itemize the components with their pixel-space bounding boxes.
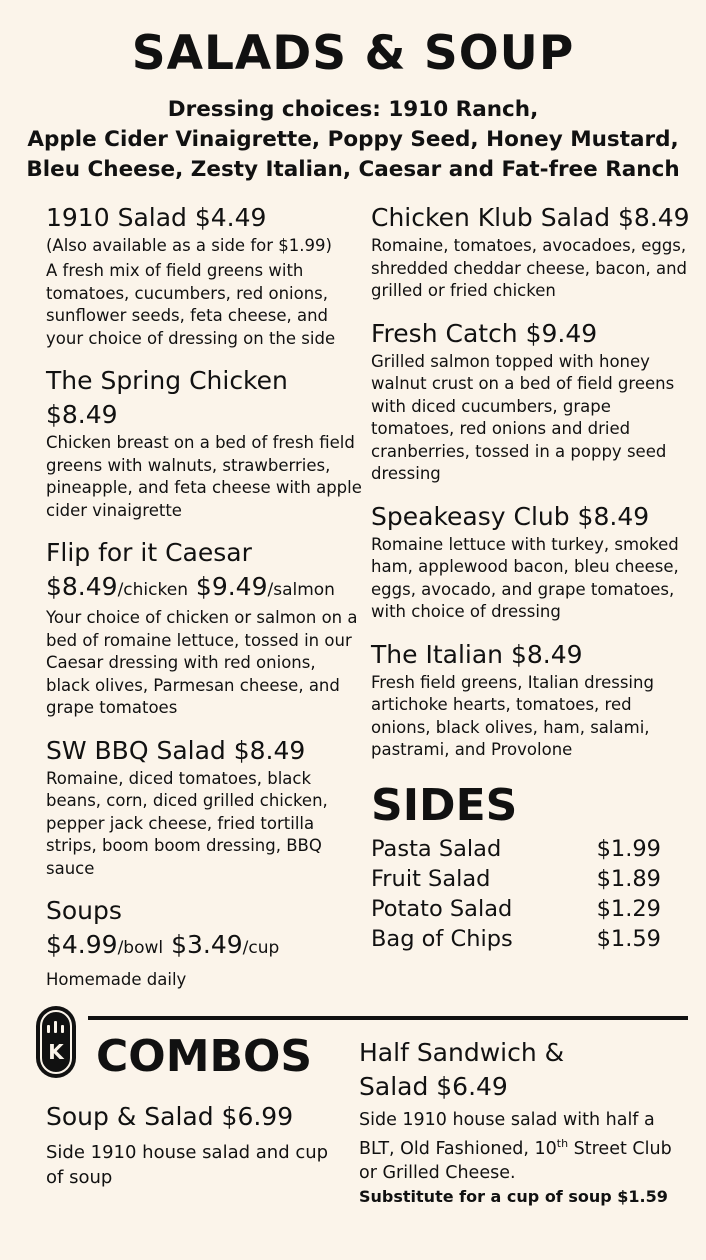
logo-bars-icon (47, 1019, 65, 1033)
side-price: $1.29 (596, 895, 661, 922)
menu-item-fresh-catch (371, 317, 691, 486)
item-note: (Also available as a side for $1.99) (46, 236, 332, 255)
item-prices (46, 928, 364, 965)
item-title: Soups (46, 896, 122, 925)
item-description: Romaine, diced tomatoes, black beans, corn, diced grilled chicken, pepper jack cheese, fried tortilla strips, boom boom dressing, BBQ sauce (46, 768, 328, 878)
section-divider (88, 1016, 688, 1020)
logo-letter: K (48, 1040, 64, 1064)
dressing-line: Bleu Cheese, Zesty Italian, Caesar and Fat-free Ranch (26, 157, 680, 182)
combo-description (359, 1108, 689, 1185)
item-title: SW BBQ Salad $8.49 (46, 735, 306, 765)
item-description: Homemade daily (46, 970, 187, 989)
price: $4.99 (46, 930, 118, 959)
item-title: Chicken Klub Salad $8.49 (371, 203, 690, 232)
menu-item-1910-salad (46, 201, 364, 350)
combo-half-sandwich (359, 1036, 689, 1209)
side-name: Pasta Salad (371, 835, 502, 862)
dressing-line: Apple Cider Vinaigrette, Poppy Seed, Honey Mustard, (27, 127, 679, 152)
menu-item-caesar (46, 536, 364, 720)
side-name: Bag of Chips (371, 925, 513, 952)
side-item (371, 924, 661, 954)
combo-title: Half Sandwich & (359, 1038, 565, 1067)
side-name: Potato Salad (371, 895, 513, 922)
item-title: Flip for it Caesar (46, 538, 252, 567)
price-unit: /salmon (267, 580, 335, 600)
desc-part: Side 1910 house salad with half a BLT, Old Fashioned, 10 (359, 1110, 655, 1159)
price-unit: /cup (242, 938, 280, 958)
item-title: The Spring Chicken $8.49 (46, 366, 288, 429)
side-price: $1.89 (596, 865, 661, 892)
item-description: Your choice of chicken or salmon on a bed of romaine lettuce, tossed in our Caesar dressing with red onions, black olives, Parmesan cheese, and grape tomatoes (46, 608, 358, 717)
item-description: Fresh field greens, Italian dressing artichoke hearts, tomatoes, red onions, black olives, ham, salami, pastrami, and Provolone (371, 672, 654, 759)
side-price: $1.59 (596, 925, 661, 952)
item-description: Grilled salmon topped with honey walnut crust on a bed of field greens with diced cucumbers, grape tomatoes, red onions and dried cranberries, tossed in a poppy seed dressing (371, 351, 675, 483)
item-description: Romaine lettuce with turkey, smoked ham, applewood bacon, bleu cheese, eggs, avocado, and grape tomatoes, with choice of dressing (371, 534, 679, 621)
menu-item-italian (371, 638, 691, 762)
side-price: $1.99 (596, 835, 661, 862)
dressing-line: Dressing choices: 1910 Ranch, (167, 97, 539, 122)
price-unit: /chicken (117, 580, 188, 600)
sides-heading: SIDES (371, 779, 518, 831)
item-prices (46, 570, 364, 607)
price: $9.49 (195, 572, 268, 601)
side-name: Fruit Salad (371, 865, 491, 892)
combos-heading: COMBOS (96, 1031, 313, 1082)
item-title: Fresh Catch $9.49 (371, 318, 598, 348)
item-title: 1910 Salad $4.49 (46, 203, 267, 232)
price-unit: /bowl (117, 938, 164, 958)
right-column (371, 201, 691, 954)
side-item (371, 864, 661, 894)
menu-item-sw-bbq (46, 734, 364, 881)
page-title: SALADS & SOUP (131, 26, 575, 81)
combo-substitute-note: Substitute for a cup of soup $1.59 (359, 1186, 668, 1206)
menu-item-spring-chicken (46, 364, 364, 522)
menu-item-speakeasy-club (371, 500, 691, 624)
desc-superscript: th (556, 1137, 569, 1150)
left-column (46, 201, 364, 1002)
price: $3.49 (171, 930, 243, 959)
item-title: Speakeasy Club $8.49 (371, 501, 650, 531)
price: $8.49 (46, 572, 118, 601)
combo-title: Soup & Salad $6.99 (46, 1102, 294, 1131)
side-item (371, 894, 661, 924)
item-description: Chicken breast on a bed of fresh field greens with walnuts, strawberries, pineapple, and feta cheese with apple cider vinaigrette (46, 433, 362, 520)
sides-section (371, 780, 691, 954)
item-description: A fresh mix of field greens with tomatoes, cucumbers, red onions, sunflower seeds, feta cheese, and your choice of dressing on the side (46, 261, 336, 348)
item-description: Romaine, tomatoes, avocadoes, eggs, shredded cheddar cheese, bacon, and grilled or fried chicken (371, 236, 688, 300)
menu-item-chicken-klub (371, 201, 691, 303)
menu-item-soups (46, 894, 364, 992)
combo-description: Side 1910 house salad and cup of soup (46, 1142, 329, 1188)
item-title: The Italian $8.49 (371, 639, 583, 669)
brand-logo-icon (36, 1006, 76, 1078)
dressing-choices (0, 95, 706, 185)
combo-title: Salad $6.49 (359, 1072, 508, 1101)
combo-soup-salad (46, 1100, 346, 1190)
side-item (371, 834, 661, 864)
desc-part: Street Club or Grilled Cheese. (359, 1138, 672, 1183)
